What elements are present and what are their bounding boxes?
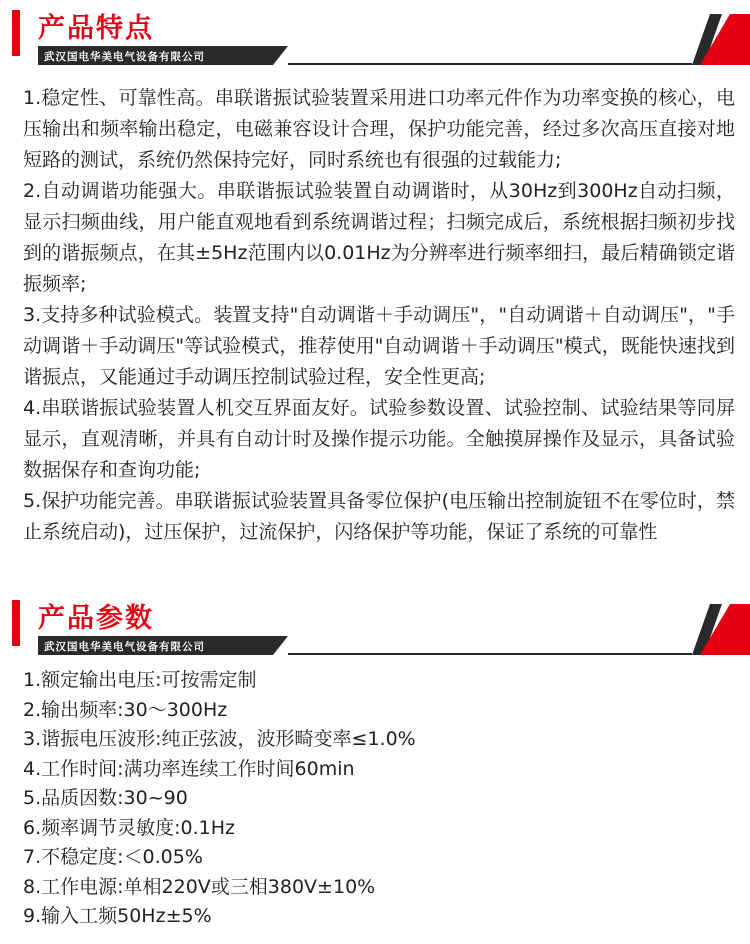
param-item: 2.输出频率:30～300Hz (23, 698, 228, 721)
feature-item: 4.串联谐振试验装置人机交互界面友好。试验参数设置、试验控制、试验结果等同屏显示，直观清晰，并具有自动计时及操作提示功能。全触摸屏操作及显示，具备试验数据保存和查询功能; (23, 397, 735, 481)
param-item: 3.谐振电压波形:纯正弦波，波形畸变率≤1.0% (23, 728, 416, 750)
company-name: 武汉国电华美电气设备有限公司 (44, 641, 205, 653)
params-header (0, 590, 750, 653)
feature-item: 5.保护功能完善。串联谐振试验装置具备零位保护(电压输出控制旋钮不在零位时，禁止系统启动)，过压保护，过流保护，闪络保护等功能，保证了系统的可靠性 (23, 490, 735, 543)
param-item: 4.工作时间:满功率连续工作时间60min (23, 757, 355, 780)
params-title: 产品参数 (38, 603, 154, 634)
param-item: 9.输入工频50Hz±5% (23, 905, 212, 927)
company-name: 武汉国电华美电气设备有限公司 (44, 51, 205, 63)
param-item: 5.品质因数:30~90 (23, 787, 188, 809)
features-header (0, 0, 750, 63)
param-item: 7.不稳定度:＜0.05% (23, 846, 203, 868)
header-divider (288, 63, 692, 65)
feature-item: 3.支持多种试验模式。装置支持"自动调谐＋手动调压"，"自动调谐＋自动调压"，"手动调谐＋手动调压"等试验模式，推荐使用"自动调谐＋手动调压"模式，既能快速找到谐振点，又能通过手动调压控制试验过程，安全性更高; (23, 304, 735, 388)
features-body (23, 83, 735, 548)
params-list (23, 666, 735, 932)
param-item: 8.工作电源:单相220V或三相380V±10% (23, 875, 376, 898)
feature-item: 2.自动调谐功能强大。串联谐振试验装置自动调谐时，从30Hz到300Hz自动扫频，显示扫频曲线，用户能直观地看到系统调谐过程；扫频完成后，系统根据扫频初步找到的谐振频点，在其±5Hz范围内以0.01Hz为分辨率进行频率细扫，最后精确锁定谐振频率; (23, 180, 735, 295)
feature-item: 1.稳定性、可靠性高。串联谐振试验装置采用进口功率元件作为功率变换的核心，电压输出和频率输出稳定，电磁兼容设计合理，保护功能完善，经过多次高压直接对地短路的测试，系统仍然保持完好，同时系统也有很强的过载能力; (23, 87, 735, 171)
features-title: 产品特点 (38, 13, 154, 44)
header-divider (288, 653, 692, 655)
param-item: 1.额定输出电压:可按需定制 (23, 669, 257, 691)
header-accent-bar (12, 600, 20, 646)
param-item: 6.频率调节灵敏度:0.1Hz (23, 816, 236, 839)
header-accent-bar (12, 10, 20, 56)
